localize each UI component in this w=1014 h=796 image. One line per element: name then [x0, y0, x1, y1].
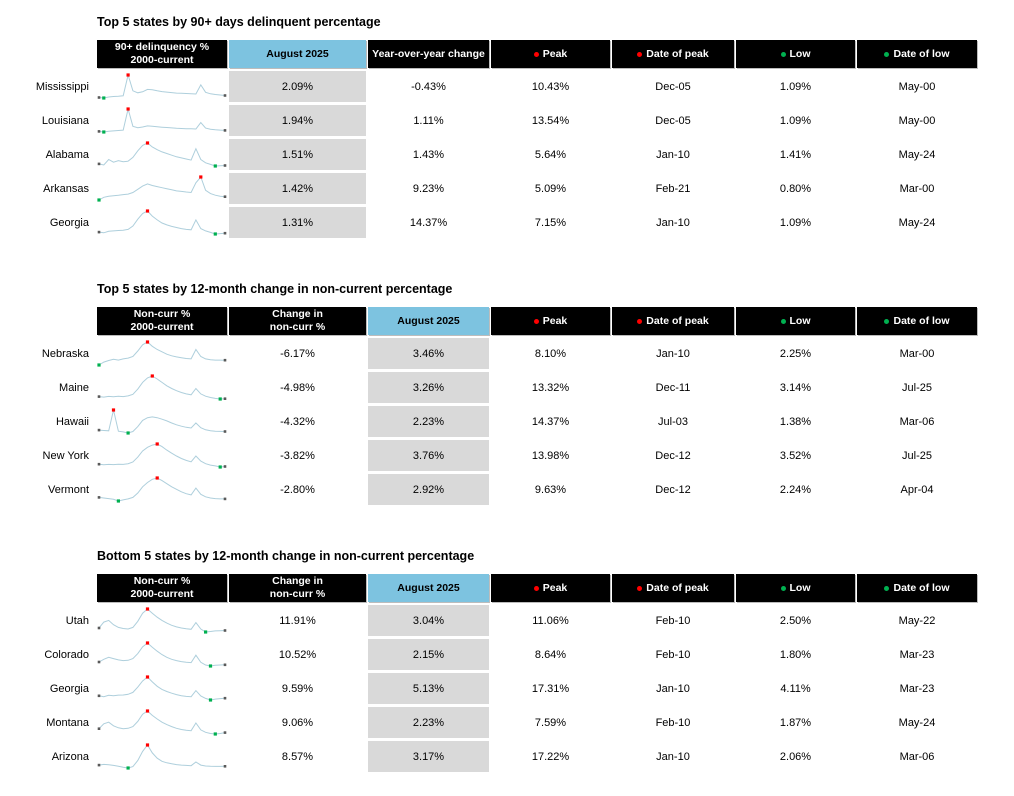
row-label-vermont: Vermont: [48, 483, 89, 496]
peak-marker-icon: [127, 73, 130, 76]
section-top5-noncurrent-change: [0, 282, 1014, 505]
sparkline-cell-utah: [97, 605, 227, 636]
sparkline-cell-georgia: [97, 673, 227, 704]
low-marker-icon: [127, 766, 130, 769]
cell-alabama-date-of-peak: Jan-10: [656, 148, 690, 161]
cell-georgia-date-of-peak: Jan-10: [656, 682, 690, 695]
cell-vermont-peak: 9.63%: [534, 483, 567, 496]
column-header-label: Date of low: [893, 581, 950, 594]
low-marker-icon: [209, 664, 212, 667]
sparkline-chart: [97, 474, 227, 505]
cell-nebraska-august-2025: 3.46%: [368, 338, 489, 369]
cell-louisiana-year-over-year-change: 1.11%: [413, 114, 444, 127]
column-header-low: [736, 40, 855, 68]
sparkline-cell-montana: [97, 707, 227, 738]
cell-maine-date-of-low: Jul-25: [902, 381, 932, 394]
cell-utah-change-in-non-curr: 11.91%: [279, 614, 316, 627]
low-marker-icon: [102, 96, 105, 99]
cell-new-york-change-in-non-curr: -3.82%: [280, 449, 315, 462]
cell-arkansas-peak: 5.09%: [534, 182, 567, 195]
cell-mississippi-august-2025: 2.09%: [229, 71, 366, 102]
peak-marker-icon: [127, 107, 130, 110]
column-header-peak: [491, 307, 610, 335]
cell-montana-date-of-peak: Feb-10: [655, 716, 691, 729]
cell-alabama-year-over-year-change: 1.43%: [412, 148, 445, 161]
low-marker-icon: [127, 431, 130, 434]
row-label-utah: Utah: [65, 614, 89, 627]
green-dot-icon: [781, 319, 786, 324]
cell-georgia-low: 1.09%: [779, 216, 812, 229]
cell-utah-date-of-peak: Feb-10: [655, 614, 691, 627]
cell-louisiana-peak: 13.54%: [531, 114, 570, 127]
last-point-marker-icon: [224, 94, 227, 97]
low-marker-icon: [209, 698, 212, 701]
sparkline-chart: [97, 639, 227, 670]
peak-marker-icon: [199, 175, 202, 178]
low-marker-icon: [204, 630, 207, 633]
column-header-label: Date of peak: [646, 581, 709, 594]
sparkline-chart: [97, 372, 227, 403]
peak-marker-icon: [146, 209, 149, 212]
peak-marker-icon: [156, 476, 159, 479]
sparkline-chart: [97, 139, 227, 170]
sparkline-cell-nebraska: [97, 338, 227, 369]
cell-montana-peak: 7.59%: [534, 716, 567, 729]
cell-georgia-date-of-peak: Jan-10: [656, 216, 690, 229]
column-header-peak: [491, 40, 610, 68]
row-label-maine: Maine: [59, 381, 89, 394]
sparkline-cell-hawaii: [97, 406, 227, 437]
cell-arkansas-low: 0.80%: [779, 182, 812, 195]
sparkline-cell-maine: [97, 372, 227, 403]
peak-marker-icon: [146, 607, 149, 610]
row-label-georgia: Georgia: [49, 682, 89, 695]
low-marker-icon: [219, 397, 222, 400]
column-header-year-over-year-change: [368, 40, 489, 68]
cell-arizona-peak: 17.22%: [531, 750, 570, 763]
first-point-marker-icon: [98, 695, 101, 698]
cell-colorado-date-of-low: Mar-23: [899, 648, 935, 661]
cell-arkansas-date-of-peak: Feb-21: [655, 182, 691, 195]
column-header-non-curr-2000-current: [97, 574, 227, 602]
cell-nebraska-date-of-peak: Jan-10: [656, 347, 690, 360]
cell-arkansas-august-2025: 1.42%: [229, 173, 366, 204]
column-header-date-of-low: [857, 40, 977, 68]
sparkline-chart: [97, 707, 227, 738]
column-header-label: August 2025: [266, 47, 329, 60]
column-header-low: [736, 574, 855, 602]
last-point-marker-icon: [224, 232, 227, 235]
peak-marker-icon: [146, 141, 149, 144]
column-header-label: Peak: [542, 581, 568, 594]
cell-georgia-date-of-low: Mar-23: [899, 682, 935, 695]
cell-georgia-august-2025: 1.31%: [229, 207, 366, 238]
low-marker-icon: [97, 198, 100, 201]
column-header-label: Low: [789, 314, 811, 327]
low-marker-icon: [214, 164, 217, 167]
cell-colorado-low: 1.80%: [779, 648, 812, 661]
low-marker-icon: [102, 130, 105, 133]
row-label-nebraska: Nebraska: [41, 347, 89, 360]
peak-marker-icon: [146, 709, 149, 712]
column-header-label: Date of low: [893, 47, 950, 60]
column-header-line: Change in: [272, 308, 323, 321]
cell-arizona-august-2025: 3.17%: [368, 741, 489, 772]
row-label-alabama: Alabama: [45, 148, 89, 161]
sparkline-chart: [97, 71, 227, 102]
green-dot-icon: [884, 586, 889, 591]
first-point-marker-icon: [98, 231, 101, 234]
row-label-montana: Montana: [46, 716, 89, 729]
column-header-change-in-non-curr: [229, 307, 366, 335]
cell-georgia-low: 4.11%: [780, 682, 811, 695]
red-dot-icon: [534, 52, 539, 57]
last-point-marker-icon: [224, 397, 227, 400]
green-dot-icon: [781, 586, 786, 591]
column-header-date-of-peak: [612, 307, 734, 335]
low-marker-icon: [219, 465, 222, 468]
cell-hawaii-date-of-peak: Jul-03: [658, 415, 688, 428]
cell-georgia-year-over-year-change: 14.37%: [409, 216, 448, 229]
cell-arkansas-date-of-low: Mar-00: [899, 182, 935, 195]
first-point-marker-icon: [98, 627, 101, 630]
cell-new-york-august-2025: 3.76%: [368, 440, 489, 471]
column-header-non-curr-2000-current: [97, 307, 227, 335]
cell-maine-change-in-non-curr: -4.98%: [280, 381, 315, 394]
section-top5-90plus-delinquent: [0, 15, 1014, 238]
table-corner: [0, 307, 95, 335]
cell-vermont-date-of-low: Apr-04: [900, 483, 934, 496]
cell-louisiana-low: 1.09%: [779, 114, 812, 127]
peak-marker-icon: [156, 442, 159, 445]
last-point-marker-icon: [224, 129, 227, 132]
row-label-arkansas: Arkansas: [43, 182, 89, 195]
column-header-label: Date of peak: [646, 47, 709, 60]
red-dot-icon: [637, 319, 642, 324]
sparkline-chart: [97, 605, 227, 636]
peak-marker-icon: [146, 340, 149, 343]
last-point-marker-icon: [224, 359, 227, 362]
last-point-marker-icon: [224, 629, 227, 632]
cell-alabama-peak: 5.64%: [534, 148, 567, 161]
cell-utah-date-of-low: May-22: [898, 614, 936, 627]
cell-georgia-peak: 17.31%: [531, 682, 570, 695]
low-marker-icon: [214, 232, 217, 235]
cell-montana-change-in-non-curr: 9.06%: [281, 716, 314, 729]
sparkline-cell-mississippi: [97, 71, 227, 102]
cell-maine-low: 3.14%: [779, 381, 812, 394]
data-table-bottom5-noncurrent-change: [0, 574, 1014, 772]
first-point-marker-icon: [98, 727, 101, 730]
sparkline-chart: [97, 741, 227, 772]
cell-arizona-date-of-peak: Jan-10: [656, 750, 690, 763]
column-header-date-of-low: [857, 574, 977, 602]
column-header-date-of-low: [857, 307, 977, 335]
last-point-marker-icon: [224, 664, 227, 667]
column-header-label: August 2025: [397, 581, 460, 594]
cell-arizona-change-in-non-curr: 8.57%: [281, 750, 314, 763]
cell-hawaii-august-2025: 2.23%: [368, 406, 489, 437]
column-header-label: Year-over-year change: [372, 47, 485, 60]
column-header-label: Date of peak: [646, 314, 709, 327]
cell-new-york-date-of-peak: Dec-12: [655, 449, 691, 462]
sparkline-chart: [97, 673, 227, 704]
peak-marker-icon: [146, 743, 149, 746]
cell-nebraska-peak: 8.10%: [534, 347, 567, 360]
table-title: Top 5 states by 90+ days delinquent percentage: [97, 15, 381, 29]
low-marker-icon: [97, 363, 100, 366]
row-label-georgia: Georgia: [49, 216, 89, 229]
cell-georgia-change-in-non-curr: 9.59%: [281, 682, 314, 695]
column-header-label: Date of low: [893, 314, 950, 327]
cell-colorado-august-2025: 2.15%: [368, 639, 489, 670]
cell-arizona-low: 2.06%: [779, 750, 812, 763]
sparkline-cell-arkansas: [97, 173, 227, 204]
peak-marker-icon: [146, 675, 149, 678]
cell-nebraska-low: 2.25%: [779, 347, 812, 360]
cell-alabama-date-of-low: May-24: [898, 148, 936, 161]
last-point-marker-icon: [224, 195, 227, 198]
column-header-line: 2000-current: [130, 321, 194, 333]
cell-louisiana-august-2025: 1.94%: [229, 105, 366, 136]
cell-alabama-august-2025: 1.51%: [229, 139, 366, 170]
cell-new-york-peak: 13.98%: [531, 449, 570, 462]
green-dot-icon: [884, 319, 889, 324]
first-point-marker-icon: [98, 395, 101, 398]
sparkline-chart: [97, 406, 227, 437]
table-corner: [0, 40, 95, 68]
row-label-colorado: Colorado: [44, 648, 89, 661]
cell-colorado-peak: 8.64%: [534, 648, 567, 661]
sparkline-cell-alabama: [97, 139, 227, 170]
cell-georgia-august-2025: 5.13%: [368, 673, 489, 704]
last-point-marker-icon: [224, 697, 227, 700]
first-point-marker-icon: [98, 130, 101, 133]
column-header-august-2025: [229, 40, 366, 68]
sparkline-chart: [97, 105, 227, 136]
cell-colorado-change-in-non-curr: 10.52%: [278, 648, 317, 661]
cell-mississippi-year-over-year-change: -0.43%: [411, 80, 446, 93]
cell-new-york-low: 3.52%: [779, 449, 812, 462]
first-point-marker-icon: [98, 163, 101, 166]
first-point-marker-icon: [98, 661, 101, 664]
cell-louisiana-date-of-low: May-00: [898, 114, 936, 127]
low-marker-icon: [117, 499, 120, 502]
sparkline-cell-new-york: [97, 440, 227, 471]
red-dot-icon: [637, 52, 642, 57]
last-point-marker-icon: [224, 164, 227, 167]
column-header-date-of-peak: [612, 40, 734, 68]
red-dot-icon: [534, 586, 539, 591]
cell-montana-august-2025: 2.23%: [368, 707, 489, 738]
cell-hawaii-date-of-low: Mar-06: [899, 415, 935, 428]
cell-nebraska-date-of-low: Mar-00: [899, 347, 935, 360]
row-label-louisiana: Louisiana: [41, 114, 89, 127]
sparkline-cell-georgia: [97, 207, 227, 238]
cell-vermont-low: 2.24%: [779, 483, 812, 496]
first-point-marker-icon: [98, 496, 101, 499]
table-corner: [0, 574, 95, 602]
column-header-line: Change in: [272, 575, 323, 588]
last-point-marker-icon: [224, 498, 227, 501]
cell-mississippi-date-of-low: May-00: [898, 80, 936, 93]
column-header-line: Non-curr %: [133, 308, 191, 321]
data-table-top5-noncurrent-change: [0, 307, 1014, 505]
sparkline-cell-arizona: [97, 741, 227, 772]
first-point-marker-icon: [98, 96, 101, 99]
table-title: Top 5 states by 12-month change in non-current percentage: [97, 282, 453, 296]
column-header-line: 2000-current: [130, 588, 194, 600]
first-point-marker-icon: [98, 463, 101, 466]
cell-maine-peak: 13.32%: [531, 381, 570, 394]
first-point-marker-icon: [98, 764, 101, 767]
peak-marker-icon: [146, 641, 149, 644]
cell-hawaii-low: 1.38%: [779, 415, 812, 428]
cell-mississippi-date-of-peak: Dec-05: [655, 80, 691, 93]
cell-new-york-date-of-low: Jul-25: [902, 449, 932, 462]
red-dot-icon: [637, 586, 642, 591]
last-point-marker-icon: [224, 731, 227, 734]
last-point-marker-icon: [224, 765, 227, 768]
cell-utah-low: 2.50%: [779, 614, 812, 627]
green-dot-icon: [781, 52, 786, 57]
column-header-line: 2000-current: [130, 54, 194, 66]
sparkline-chart: [97, 440, 227, 471]
table-title: Bottom 5 states by 12-month change in non-current percentage: [97, 549, 475, 563]
cell-arizona-date-of-low: Mar-06: [899, 750, 935, 763]
cell-arkansas-year-over-year-change: 9.23%: [412, 182, 445, 195]
sparkline-cell-louisiana: [97, 105, 227, 136]
sparkline-chart: [97, 207, 227, 238]
cell-vermont-august-2025: 2.92%: [368, 474, 489, 505]
last-point-marker-icon: [224, 465, 227, 468]
cell-vermont-change-in-non-curr: -2.80%: [280, 483, 315, 496]
sparkline-cell-vermont: [97, 474, 227, 505]
row-label-new-york: New York: [42, 449, 89, 462]
column-header-label: Low: [789, 47, 811, 60]
cell-louisiana-date-of-peak: Dec-05: [655, 114, 691, 127]
cell-georgia-peak: 7.15%: [534, 216, 567, 229]
column-header-line: non-curr %: [269, 588, 326, 600]
column-header-line: non-curr %: [269, 321, 326, 333]
sparkline-cell-colorado: [97, 639, 227, 670]
column-header-90-delinquency-2000-current: [97, 40, 227, 68]
column-header-line: 90+ delinquency %: [114, 41, 210, 54]
row-label-mississippi: Mississippi: [35, 80, 89, 93]
column-header-line: Non-curr %: [133, 575, 191, 588]
sparkline-chart: [97, 173, 227, 204]
cell-utah-august-2025: 3.04%: [368, 605, 489, 636]
cell-georgia-date-of-low: May-24: [898, 216, 936, 229]
cell-colorado-date-of-peak: Feb-10: [655, 648, 691, 661]
cell-vermont-date-of-peak: Dec-12: [655, 483, 691, 496]
column-header-label: Peak: [542, 47, 568, 60]
cell-montana-date-of-low: May-24: [898, 716, 936, 729]
green-dot-icon: [884, 52, 889, 57]
cell-utah-peak: 11.06%: [532, 614, 569, 627]
data-table-90plus-delinquent: [0, 40, 1014, 238]
cell-mississippi-peak: 10.43%: [531, 80, 570, 93]
last-point-marker-icon: [224, 430, 227, 433]
low-marker-icon: [214, 732, 217, 735]
column-header-august-2025: [368, 307, 489, 335]
peak-marker-icon: [151, 374, 154, 377]
row-label-hawaii: Hawaii: [55, 415, 89, 428]
column-header-august-2025: [368, 574, 489, 602]
cell-alabama-low: 1.41%: [779, 148, 812, 161]
column-header-label: Peak: [542, 314, 568, 327]
cell-hawaii-change-in-non-curr: -4.32%: [280, 415, 315, 428]
cell-maine-august-2025: 3.26%: [368, 372, 489, 403]
row-label-arizona: Arizona: [51, 750, 89, 763]
cell-montana-low: 1.87%: [779, 716, 812, 729]
column-header-label: Low: [789, 581, 811, 594]
column-header-change-in-non-curr: [229, 574, 366, 602]
sparkline-chart: [97, 338, 227, 369]
cell-maine-date-of-peak: Dec-11: [655, 381, 691, 394]
column-header-label: August 2025: [397, 314, 460, 327]
cell-mississippi-low: 1.09%: [779, 80, 812, 93]
first-point-marker-icon: [98, 429, 101, 432]
cell-hawaii-peak: 14.37%: [531, 415, 570, 428]
column-header-peak: [491, 574, 610, 602]
cell-nebraska-change-in-non-curr: -6.17%: [280, 347, 315, 360]
red-dot-icon: [534, 319, 539, 324]
peak-marker-icon: [112, 408, 115, 411]
column-header-low: [736, 307, 855, 335]
column-header-date-of-peak: [612, 574, 734, 602]
section-bottom5-noncurrent-change: [0, 549, 1014, 772]
